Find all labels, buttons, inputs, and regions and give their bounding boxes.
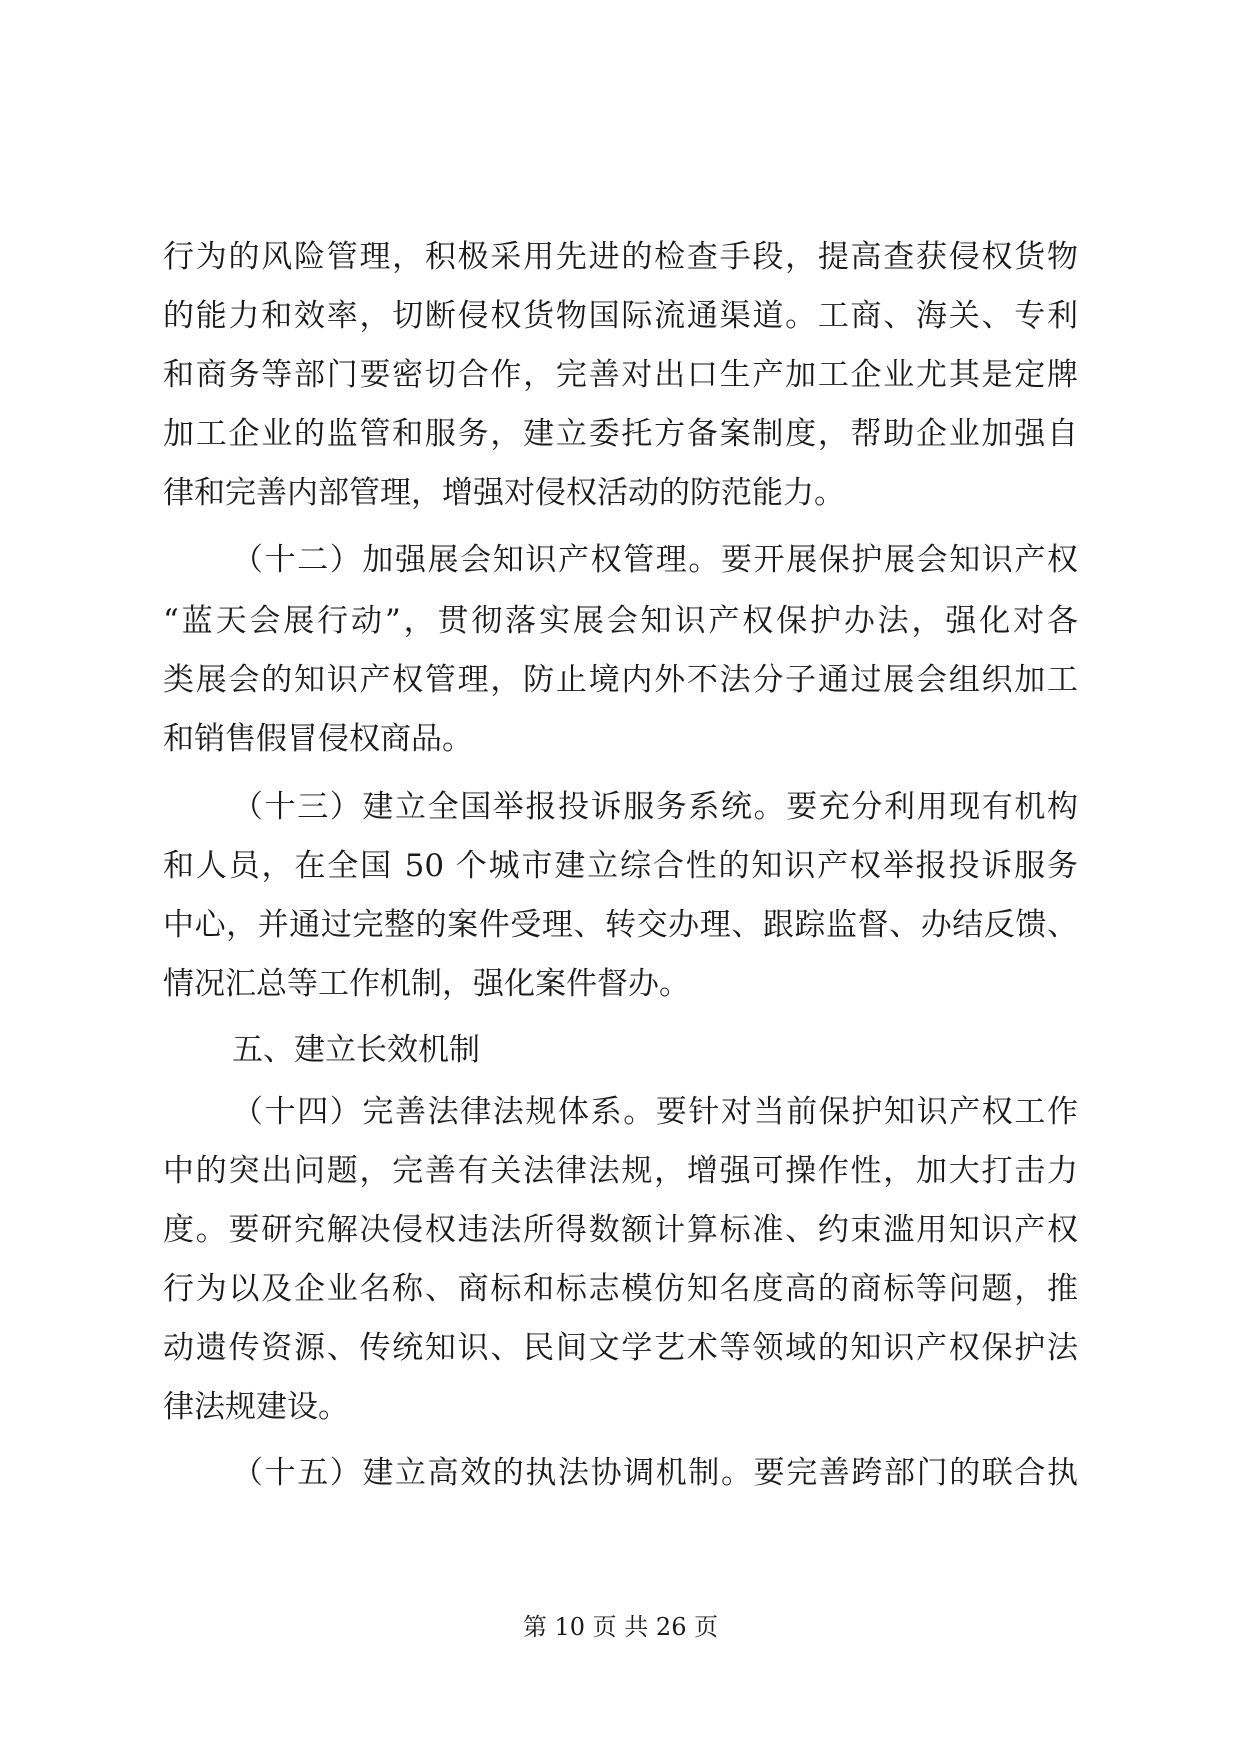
paragraph-line: 中的突出问题，完善有关法律法规，增强可操作性，加大打击力 [163, 1153, 1078, 1189]
paragraph-line: （十三）建立全国举报投诉服务系统。要充分利用现有机构 [232, 789, 1078, 825]
paragraph-line: 行为的风险管理，积极采用先进的检查手段，提高查获侵权货物 [163, 239, 1078, 275]
paragraph-line: 中心，并通过完整的案件受理、转交办理、跟踪监督、办结反馈、 [163, 907, 1078, 943]
paragraph-line: 情况汇总等工作机制，强化案件督办。 [163, 966, 690, 1002]
paragraph-line: 类展会的知识产权管理，防止境内外不法分子通过展会组织加工 [163, 662, 1078, 698]
paragraph-line: 度。要研究解决侵权违法所得数额计算标准、约束滥用知识产权 [163, 1212, 1078, 1248]
paragraph-line: （十二）加强展会知识产权管理。要开展保护展会知识产权 [232, 542, 1078, 578]
section-heading: 五、建立长效机制 [232, 1032, 480, 1068]
paragraph-line: 和人员，在全国 50 个城市建立综合性的知识产权举报投诉服务 [163, 848, 1078, 884]
page-number-footer: 第 10 页 共 26 页 [522, 1613, 719, 1641]
paragraph-line: 的能力和效率，切断侵权货物国际流通渠道。工商、海关、专利 [163, 298, 1078, 334]
paragraph-line: （十五）建立高效的执法协调机制。要完善跨部门的联合执 [232, 1455, 1078, 1491]
paragraph-line: 动遗传资源、传统知识、民间文学艺术等领域的知识产权保护法 [163, 1330, 1078, 1366]
paragraph-line: 和商务等部门要密切合作，完善对出口生产加工企业尤其是定牌 [163, 357, 1078, 393]
paragraph-line: 和销售假冒侵权商品。 [163, 721, 473, 757]
paragraph-line: 律法规建设。 [163, 1389, 349, 1425]
paragraph-line: 加工企业的监管和服务，建立委托方备案制度，帮助企业加强自 [163, 416, 1078, 452]
paragraph-line: 律和完善内部管理，增强对侵权活动的防范能力。 [163, 475, 845, 511]
paragraph-line: “蓝天会展行动”，贯彻落实展会知识产权保护办法，强化对各 [163, 603, 1078, 639]
paragraph-line: 行为以及企业名称、商标和标志模仿知名度高的商标等问题，推 [163, 1271, 1078, 1307]
paragraph-line: （十四）完善法律法规体系。要针对当前保护知识产权工作 [232, 1094, 1078, 1130]
